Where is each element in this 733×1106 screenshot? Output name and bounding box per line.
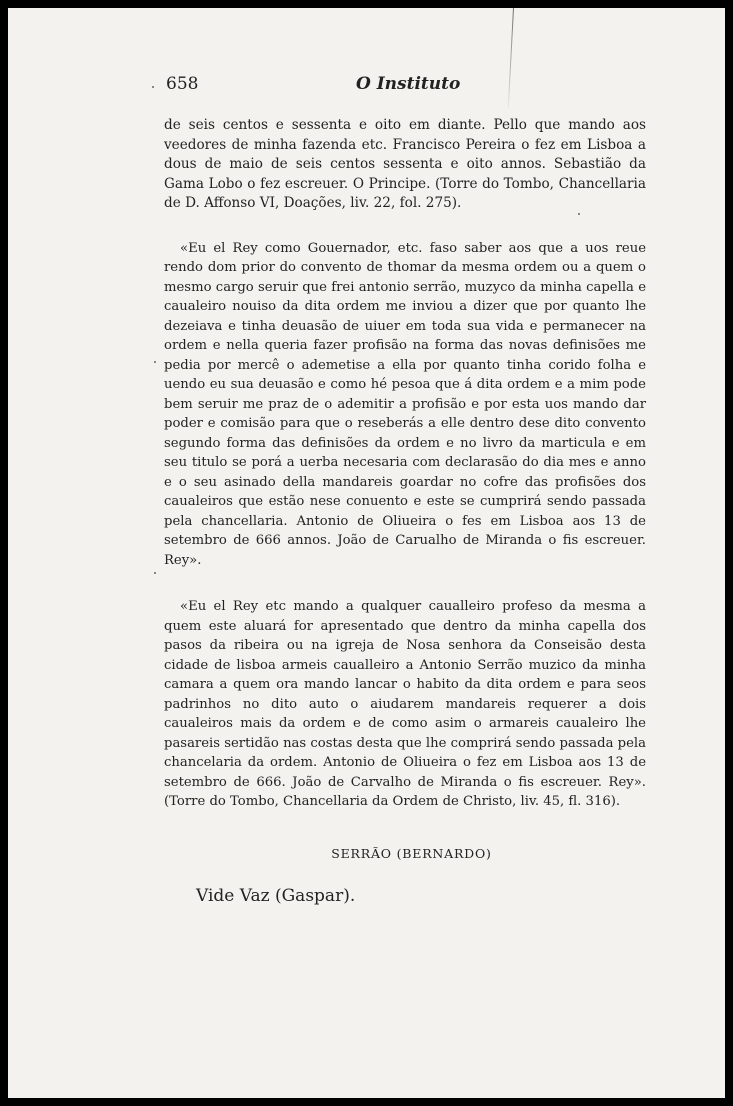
page-number: 658 (166, 74, 199, 94)
section-heading: SERRÃO (BERNARDO) (331, 846, 492, 861)
paragraph-quote-royal-letter: «Eu el Rey como Gouernador, etc. faso saber aos que a uos reue rendo dom prior do convento de thomar da mesma ordem ou a quem o mesmo cargo seruir que frei antonio serrão, muzyco da minha capella e caualeiro nouiso da dita ordem me inviou a dizer que por quanto lhe dezeiava e tinha deuasão de uiuer em toda sua vida e permanecer na ordem e nella queria fazer profisão na forma das novas definisões me pedia por mercê o ademetise a ella por quanto tinha corido folha e uendo eu sua deuasão e como hé pesoa que á dita ordem e a mim pode bem seruir me praz de o ademitir a profisão e por esta uos mando dar poder e comisão para que o reseberás a elle dentro dese dito convento segundo forma das definisões da ordem e no livro da marticula e em seu titulo se porá a uerba necesaria com declarasão do dia mes e anno e o seu asinado della mandareis goardar no cofre das profisões dos caualeiros que estão nese conuento e este se cumprirá sendo passada pela chancellaria. Antonio de Oliueira o fes em Lisboa aos 13 de setembro de 666 annos. João de Carualho de Miranda o fis escreuer. Rey». (164, 240, 646, 568)
paper-speck (154, 572, 156, 574)
body-text (164, 116, 646, 812)
running-head (166, 74, 648, 96)
paper-speck (152, 86, 154, 88)
cross-reference: Vide Vaz (Gaspar). (196, 886, 356, 906)
paragraph-continuation: de seis centos e sessenta e oito em diante. Pello que mando aos veedores de minha fazenda etc. Francisco Pereira o fez em Lisboa a dous de maio de seis centos sessenta e oito annos. Sebastião da Gama Lobo o fez escreuer. O Principe. (Torre do Tombo, Chancellaria de D. Affonso VI, Doações, liv. 22, fol. 275). (164, 117, 646, 212)
paragraph-quote-royal-alvara: «Eu el Rey etc mando a qualquer caualleiro profeso da mesma a quem este aluará for apresentado que dentro da minha capella dos pasos da ribeira ou na igreja de Nosa senhora da Conseisão desta cidade de lisboa armeis caualleiro a Antonio Serrão muzico da minha camara a quem ora mando lancar o habito da dita ordem e para seos padrinhos no dito auto o aiudarem mandareis requerer a dois caualeiros mais da ordem e de como asim o armareis caualeiro lhe pasareis sertidão nas costas desta que lhe comprirá sendo passada pela chancelaria da ordem. Antonio de Oliueira o fez em Lisboa aos 13 de setembro de 666. João de Carvalho de Miranda o fis escreuer. Rey». (Torre do Tombo, Chancellaria da Ordem de Christo, liv. 45, fl. 316). (164, 599, 646, 810)
paper-speck (578, 213, 580, 215)
paper-speck (154, 361, 156, 363)
scanned-page (8, 8, 725, 1098)
journal-title: O Instituto (356, 74, 461, 94)
